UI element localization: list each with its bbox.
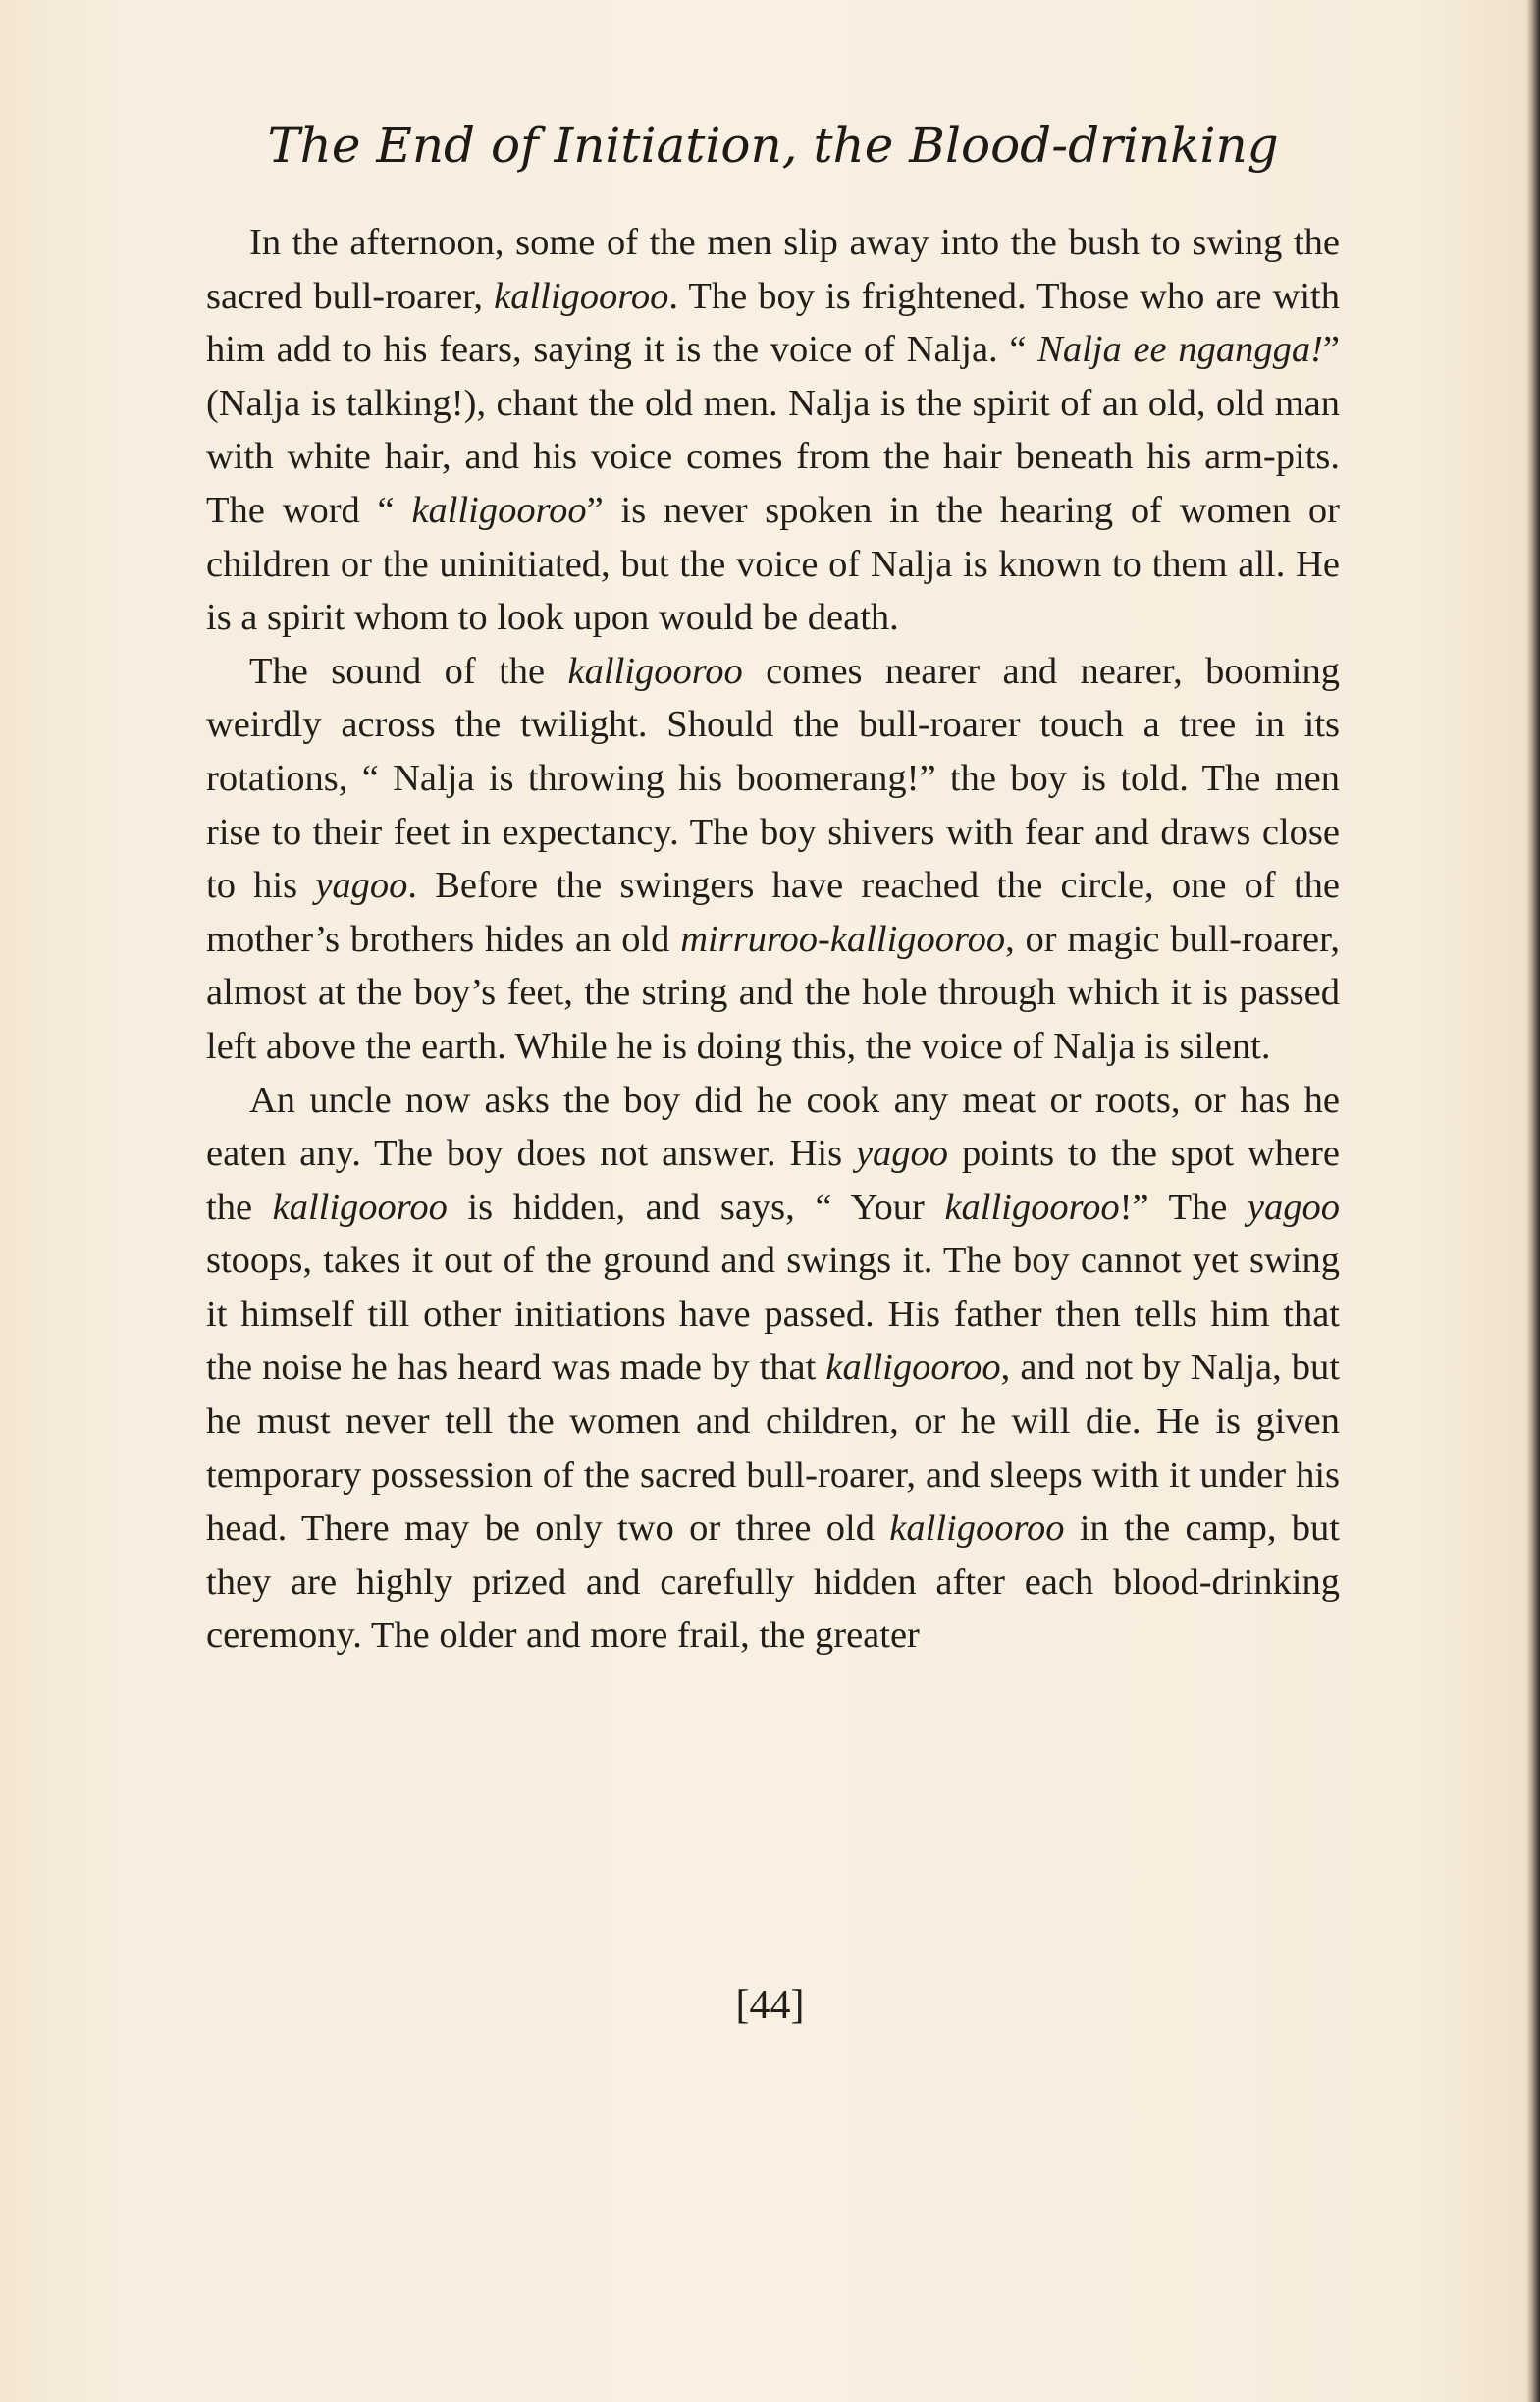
page-edge-shadow <box>1526 0 1540 2402</box>
italic-term: mirruroo-kalligooroo <box>680 918 1006 960</box>
text-run: In the afternoon, some of the men slip away into the bush to swing the sacred bull-roarer, <box>206 222 1340 317</box>
text-run: stoops, takes it out of the ground and swings it. The boy cannot yet swing it himself till other initiations have passed. His father then tells him that the noise he has heard was made by that <box>206 1240 1340 1389</box>
italic-term: kalligooroo <box>825 1347 1001 1389</box>
paragraph-1 <box>206 216 1340 645</box>
text-run: . Before the swingers have reached the circle, one of the mother’s brothers hides an old <box>206 865 1340 960</box>
text-run: An uncle now asks the boy did he cook any meat or roots, or has he eaten any. The boy does not answer. His <box>206 1079 1340 1175</box>
text-run: points to the spot where the <box>206 1133 1340 1228</box>
text-run: ” is never spoken in the hearing of women or children or the uninitiated, but the voice of Nalja is known to them all. He is a spirit whom to look upon would be death. <box>206 489 1340 639</box>
paragraph-2 <box>206 645 1340 1074</box>
text-run: ” (Nalja is talking!), chant the old men. Nalja is the spirit of an old, old man with white hair, and his voice comes from the hair beneath his arm-pits. The word “ <box>206 329 1341 531</box>
text-run: !” The <box>1119 1186 1248 1228</box>
italic-term: kalligooroo <box>944 1186 1120 1228</box>
italic-term: kalligooroo <box>567 650 743 692</box>
text-run: in the camp, but they are highly prized and carefully hidden after each blood-drinking ceremony. The older and more frail, the greater <box>206 1508 1340 1657</box>
text-run: , or magic bull-roarer, almost at the boy’s feet, the string and the hole through which it is passed left above the earth. While he is doing this, the voice of Nalja is silent. <box>206 918 1341 1067</box>
text-run: comes nearer and nearer, booming weirdly across the twilight. Should the bull-roarer touch a tree in its rotations, “ Nalja is throwing his boomerang!” the boy is told. The men rise to their feet in expectancy. The boy shivers with fear and draws close to his <box>206 650 1341 907</box>
italic-term: yagoo <box>855 1133 949 1175</box>
italic-term: kalligooroo <box>494 275 669 317</box>
page-number: [44] <box>735 1983 805 2028</box>
text-run: . The boy is frightened. Those who are with him add to his fears, saying it is the voice of Nalja. “ <box>206 275 1340 371</box>
text-run: The sound of the <box>249 650 568 692</box>
text-run: , and not by Nalja, but he must never tell the women and children, or he will die. He is given temporary possession of the sacred bull-roarer, and sleeps with it under his head. There may be only two or three old <box>206 1347 1341 1550</box>
paragraph-3 <box>206 1074 1340 1664</box>
italic-term: kalligooroo <box>889 1508 1065 1550</box>
italic-term: yagoo <box>315 865 408 907</box>
italic-term: kalligooroo <box>272 1186 448 1228</box>
italic-term: yagoo <box>1247 1186 1340 1228</box>
italic-term: kalligooroo <box>411 489 587 531</box>
body-text <box>206 216 1340 1663</box>
italic-term: Nalja ee ngangga! <box>1037 329 1323 371</box>
running-head: The End of Initiation, the Blood-drinking <box>267 117 1279 174</box>
text-run: is hidden, and says, “ Your <box>447 1186 945 1228</box>
